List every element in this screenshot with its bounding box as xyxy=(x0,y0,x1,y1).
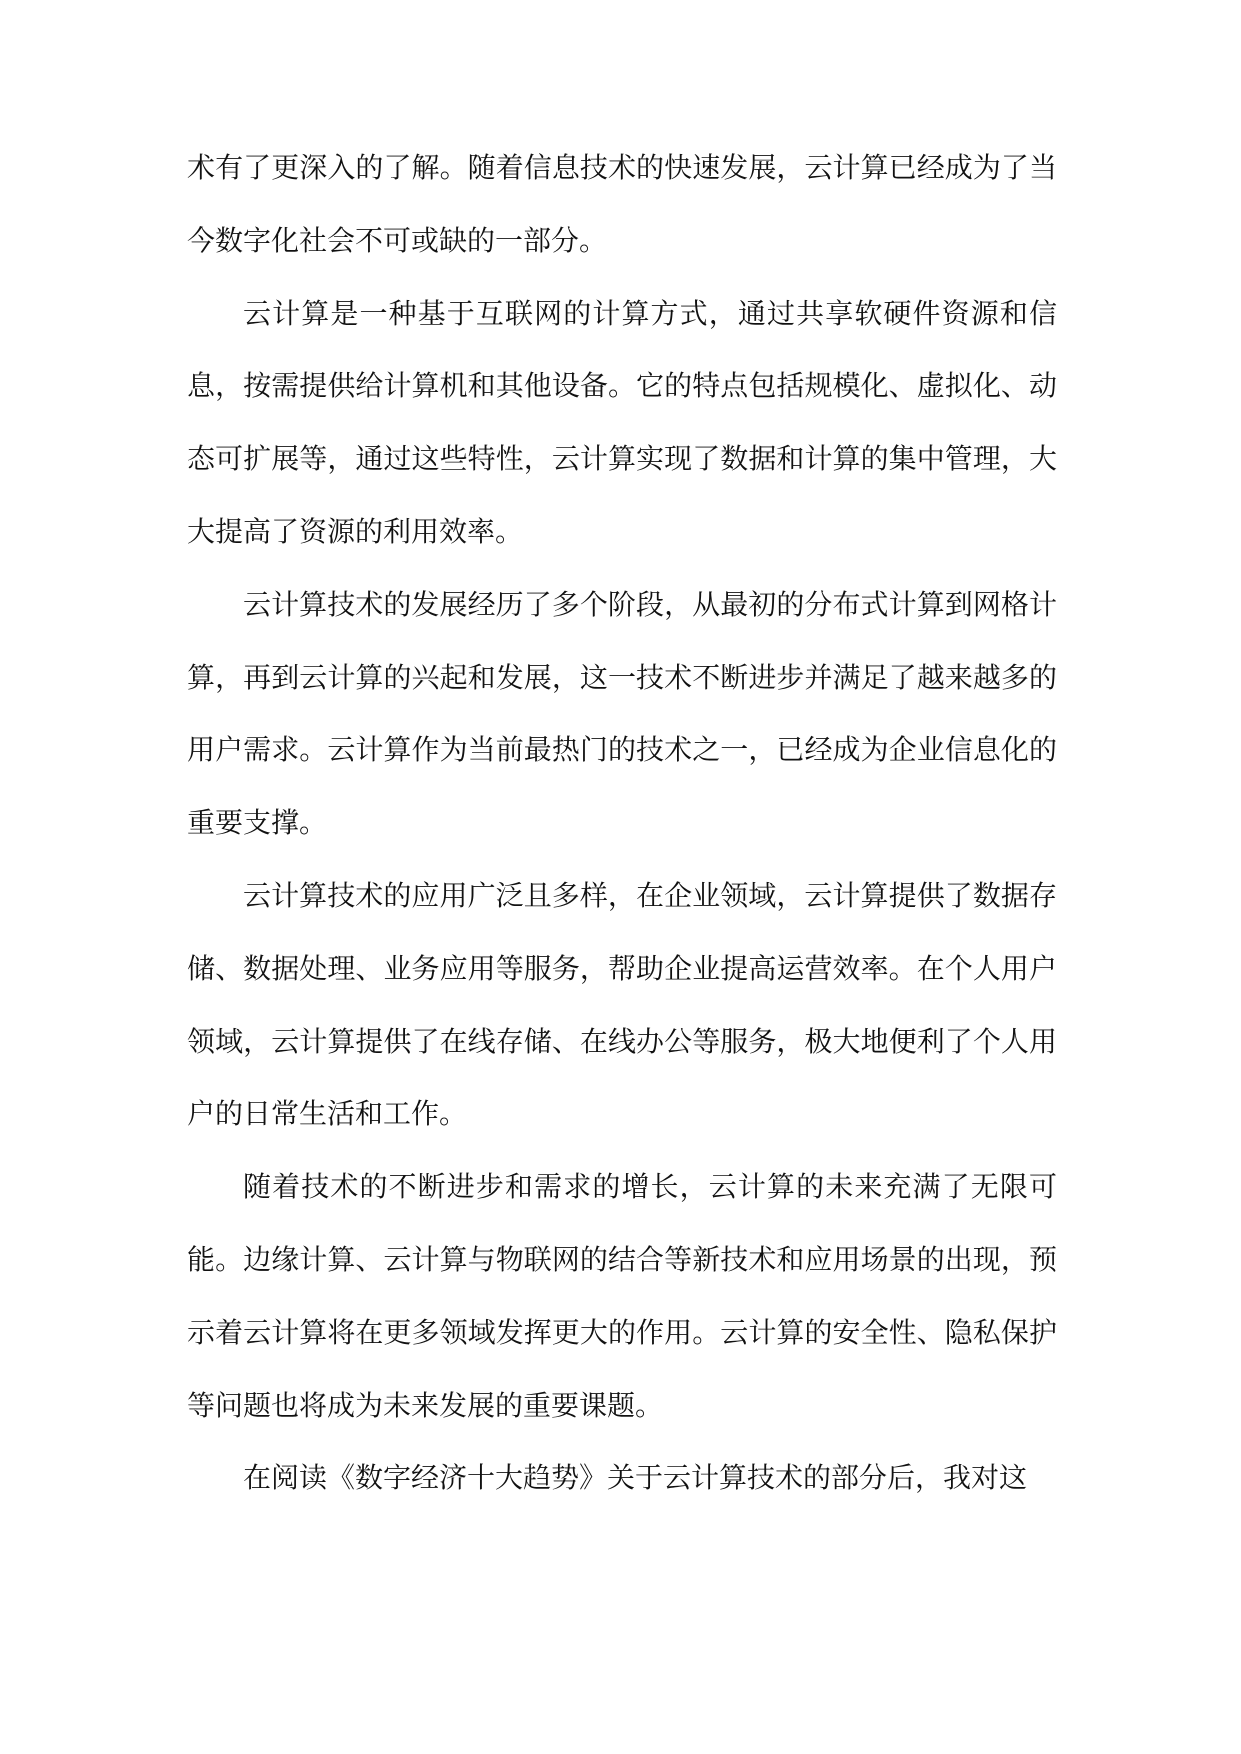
paragraph-cloud-applications: 云计算技术的应用广泛且多样，在企业领域，云计算提供了数据存储、数据处理、业务应用等服务，帮助企业提高运营效率。在个人用户领域，云计算提供了在线存储、在线办公等服务，极大地便利了个人用户的日常生活和工作。 xyxy=(187,878,1057,1131)
paragraph-cloud-future: 随着技术的不断进步和需求的增长，云计算的未来充满了无限可能。边缘计算、云计算与物联网的结合等新技术和应用场景的出现，预示着云计算将在更多领域发挥更大的作用。云计算的安全性、隐私保护等问题也将成为未来发展的重要课题。 xyxy=(187,1170,1057,1422)
paragraph-cloud-history: 云计算技术的发展经历了多个阶段，从最初的分布式计算到网格计算，再到云计算的兴起和发展，这一技术不断进步并满足了越来越多的用户需求。云计算作为当前最热门的技术之一，已经成为企业信息化的重要支撑。 xyxy=(187,587,1057,840)
document-body xyxy=(187,132,1057,1515)
paragraph-continued: 术有了更深入的了解。随着信息技术的快速发展，云计算已经成为了当今数字化社会不可或缺的一部分。 xyxy=(187,151,1057,257)
paragraph-reading-note: 在阅读《数字经济十大趋势》关于云计算技术的部分后，我对这 xyxy=(243,1461,1028,1495)
paragraph-cloud-definition: 云计算是一种基于互联网的计算方式，通过共享软硬件资源和信息，按需提供给计算机和其他设备。它的特点包括规模化、虚拟化、动态可扩展等，通过这些特性，云计算实现了数据和计算的集中管理，大大提高了资源的利用效率。 xyxy=(187,296,1057,548)
